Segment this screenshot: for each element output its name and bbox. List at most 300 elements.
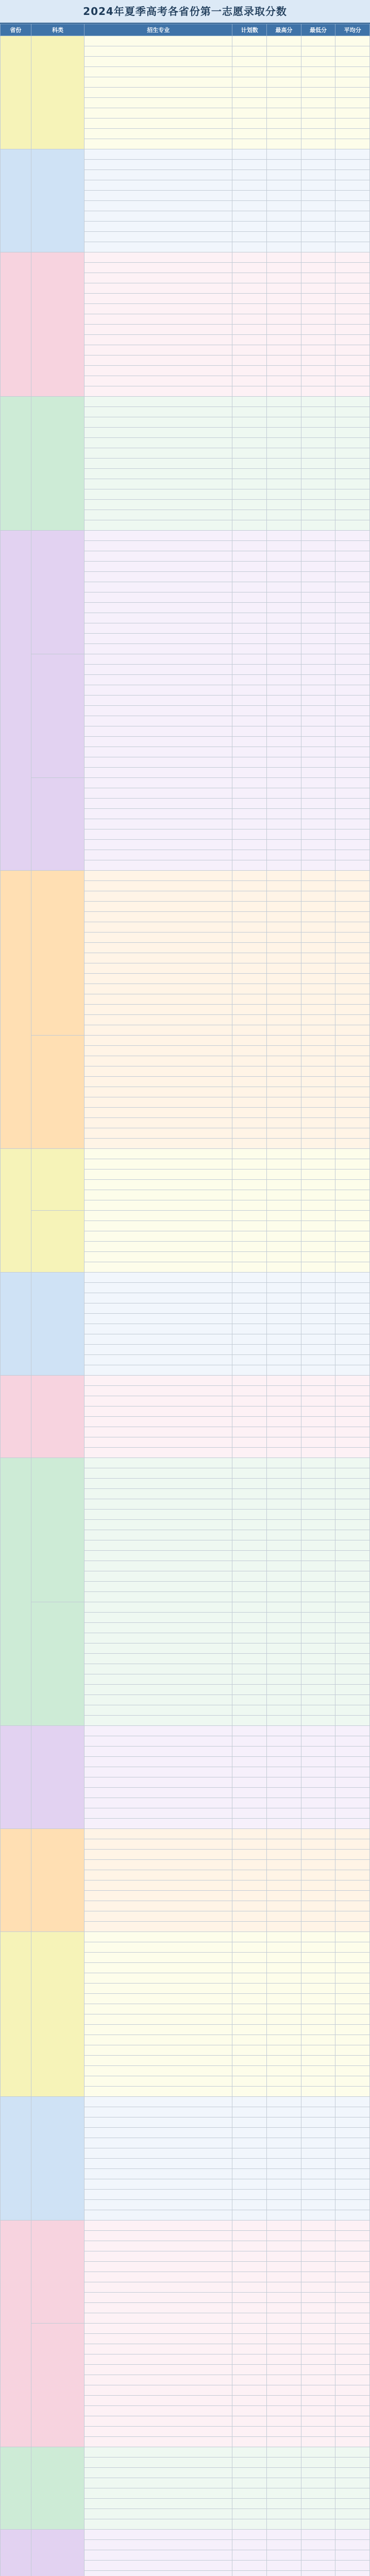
min-score-cell — [301, 2231, 335, 2241]
plan-cell — [232, 201, 267, 211]
avg-score-cell — [335, 397, 370, 407]
plan-cell — [232, 1808, 267, 1819]
avg-score-cell — [335, 1273, 370, 1283]
plan-cell — [232, 1767, 267, 1777]
plan-cell — [232, 1417, 267, 1427]
major-cell — [85, 665, 232, 675]
plan-cell — [232, 1149, 267, 1159]
max-score-cell — [267, 1808, 301, 1819]
plan-cell — [232, 799, 267, 809]
major-cell — [85, 1757, 232, 1767]
type-cell — [31, 2530, 84, 2576]
major-cell — [85, 613, 232, 623]
avg-score-cell — [335, 1303, 370, 1314]
min-score-cell — [301, 1066, 335, 1077]
min-score-cell — [301, 1654, 335, 1664]
avg-score-cell — [335, 2365, 370, 2375]
avg-score-cell — [335, 778, 370, 788]
min-score-cell — [301, 1963, 335, 1973]
province-cell — [1, 1273, 31, 1376]
avg-score-cell — [335, 438, 370, 448]
min-score-cell — [301, 974, 335, 984]
min-score-cell — [301, 2138, 335, 2148]
plan-cell — [232, 2293, 267, 2303]
max-score-cell — [267, 325, 301, 335]
avg-score-cell — [335, 1850, 370, 1860]
major-cell — [85, 1355, 232, 1365]
province-cell — [1, 2530, 31, 2576]
min-score-cell — [301, 160, 335, 170]
plan-cell — [232, 1891, 267, 1901]
plan-cell — [232, 2056, 267, 2066]
avg-score-cell — [335, 283, 370, 294]
avg-score-cell — [335, 2107, 370, 2117]
plan-cell — [232, 355, 267, 366]
avg-score-cell — [335, 2354, 370, 2365]
min-score-cell — [301, 2251, 335, 2262]
avg-score-cell — [335, 963, 370, 974]
avg-score-cell — [335, 809, 370, 819]
max-score-cell — [267, 850, 301, 860]
min-score-cell — [301, 881, 335, 891]
min-score-cell — [301, 180, 335, 191]
plan-cell — [232, 2035, 267, 2045]
major-cell — [85, 1705, 232, 1716]
max-score-cell — [267, 2519, 301, 2530]
major-cell — [85, 2334, 232, 2344]
min-score-cell — [301, 1036, 335, 1046]
avg-score-cell — [335, 1025, 370, 1036]
min-score-cell — [301, 1747, 335, 1757]
min-score-cell — [301, 2313, 335, 2324]
min-score-cell — [301, 953, 335, 963]
avg-score-cell — [335, 108, 370, 118]
major-cell — [85, 829, 232, 840]
plan-cell — [232, 623, 267, 634]
avg-score-cell — [335, 1066, 370, 1077]
min-score-cell — [301, 1922, 335, 1932]
min-score-cell — [301, 1345, 335, 1355]
major-cell — [85, 1066, 232, 1077]
major-cell — [85, 1427, 232, 1437]
plan-cell — [232, 1798, 267, 1808]
avg-score-cell — [335, 314, 370, 325]
plan-cell — [232, 1870, 267, 1880]
plan-cell — [232, 180, 267, 191]
major-cell — [85, 1077, 232, 1087]
min-score-cell — [301, 77, 335, 88]
max-score-cell — [267, 170, 301, 180]
major-cell — [85, 1870, 232, 1880]
max-score-cell — [267, 1747, 301, 1757]
plan-cell — [232, 1932, 267, 1942]
max-score-cell — [267, 1530, 301, 1540]
plan-cell — [232, 170, 267, 180]
max-score-cell — [267, 768, 301, 778]
max-score-cell — [267, 2488, 301, 2499]
major-cell — [85, 2509, 232, 2519]
major-cell — [85, 1437, 232, 1448]
max-score-cell — [267, 2282, 301, 2293]
major-cell — [85, 273, 232, 283]
avg-score-cell — [335, 726, 370, 737]
plan-cell — [232, 2468, 267, 2478]
major-cell — [85, 1726, 232, 1736]
avg-score-cell — [335, 2458, 370, 2468]
major-cell — [85, 737, 232, 747]
major-cell — [85, 2540, 232, 2550]
min-score-cell — [301, 1118, 335, 1128]
min-score-cell — [301, 222, 335, 232]
max-score-cell — [267, 2200, 301, 2210]
plan-cell — [232, 2406, 267, 2416]
plan-cell — [232, 706, 267, 716]
major-cell — [85, 1468, 232, 1479]
avg-score-cell — [335, 2241, 370, 2251]
max-score-cell — [267, 2478, 301, 2488]
major-cell — [85, 2447, 232, 2458]
max-score-cell — [267, 1901, 301, 1911]
max-score-cell — [267, 2303, 301, 2313]
plan-cell — [232, 1365, 267, 1376]
min-score-cell — [301, 2200, 335, 2210]
avg-score-cell — [335, 603, 370, 613]
avg-score-cell — [335, 139, 370, 149]
major-cell — [85, 2416, 232, 2427]
min-score-cell — [301, 2262, 335, 2272]
major-cell — [85, 1334, 232, 1345]
plan-cell — [232, 1386, 267, 1396]
max-score-cell — [267, 1231, 301, 1242]
province-cell — [1, 531, 31, 871]
plan-cell — [232, 1613, 267, 1623]
max-score-cell — [267, 778, 301, 788]
min-score-cell — [301, 1355, 335, 1365]
min-score-cell — [301, 46, 335, 57]
plan-cell — [232, 1551, 267, 1561]
plan-cell — [232, 912, 267, 922]
max-score-cell — [267, 2169, 301, 2179]
plan-cell — [232, 211, 267, 222]
plan-cell — [232, 1880, 267, 1891]
plan-cell — [232, 2334, 267, 2344]
max-score-cell — [267, 747, 301, 757]
min-score-cell — [301, 747, 335, 757]
avg-score-cell — [335, 1860, 370, 1870]
major-cell — [85, 139, 232, 149]
max-score-cell — [267, 2272, 301, 2282]
min-score-cell — [301, 1334, 335, 1345]
major-cell — [85, 1571, 232, 1582]
major-cell — [85, 788, 232, 799]
min-score-cell — [301, 57, 335, 67]
plan-cell — [232, 994, 267, 1005]
min-score-cell — [301, 665, 335, 675]
max-score-cell — [267, 222, 301, 232]
min-score-cell — [301, 1613, 335, 1623]
min-score-cell — [301, 2458, 335, 2468]
avg-score-cell — [335, 1149, 370, 1159]
plan-cell — [232, 2221, 267, 2231]
max-score-cell — [267, 283, 301, 294]
major-cell — [85, 88, 232, 98]
avg-score-cell — [335, 67, 370, 77]
avg-score-cell — [335, 582, 370, 592]
min-score-cell — [301, 531, 335, 541]
plan-cell — [232, 2251, 267, 2262]
plan-cell — [232, 2066, 267, 2076]
min-score-cell — [301, 1077, 335, 1087]
min-score-cell — [301, 520, 335, 531]
max-score-cell — [267, 1705, 301, 1716]
major-cell — [85, 2210, 232, 2221]
plan-cell — [232, 963, 267, 974]
major-cell — [85, 1551, 232, 1561]
major-cell — [85, 1685, 232, 1695]
min-score-cell — [301, 1582, 335, 1592]
major-cell — [85, 1819, 232, 1829]
max-score-cell — [267, 479, 301, 489]
plan-cell — [232, 1973, 267, 1984]
min-score-cell — [301, 1479, 335, 1489]
avg-score-cell — [335, 2210, 370, 2221]
avg-score-cell — [335, 1200, 370, 1211]
plan-cell — [232, 716, 267, 726]
major-cell — [85, 654, 232, 665]
avg-score-cell — [335, 1777, 370, 1788]
avg-score-cell — [335, 2396, 370, 2406]
max-score-cell — [267, 2354, 301, 2365]
plan-cell — [232, 2159, 267, 2169]
major-cell — [85, 1159, 232, 1170]
min-score-cell — [301, 562, 335, 572]
plan-cell — [232, 696, 267, 706]
avg-score-cell — [335, 1087, 370, 1097]
province-cell — [1, 1376, 31, 1458]
major-cell — [85, 2385, 232, 2396]
avg-score-cell — [335, 819, 370, 829]
min-score-cell — [301, 273, 335, 283]
major-cell — [85, 479, 232, 489]
major-cell — [85, 757, 232, 768]
plan-cell — [232, 2427, 267, 2437]
major-cell — [85, 2313, 232, 2324]
plan-cell — [232, 1015, 267, 1025]
province-cell — [1, 2447, 31, 2530]
province-cell — [1, 871, 31, 1149]
table-row — [1, 2530, 370, 2540]
max-score-cell — [267, 459, 301, 469]
max-score-cell — [267, 1149, 301, 1159]
type-cell — [31, 1376, 84, 1458]
avg-score-cell — [335, 1973, 370, 1984]
min-score-cell — [301, 1262, 335, 1273]
max-score-cell — [267, 562, 301, 572]
major-cell — [85, 2324, 232, 2334]
major-cell — [85, 2045, 232, 2056]
plan-cell — [232, 675, 267, 685]
min-score-cell — [301, 1108, 335, 1118]
max-score-cell — [267, 469, 301, 479]
major-cell — [85, 531, 232, 541]
max-score-cell — [267, 1602, 301, 1613]
avg-score-cell — [335, 1036, 370, 1046]
max-score-cell — [267, 88, 301, 98]
min-score-cell — [301, 510, 335, 520]
max-score-cell — [267, 366, 301, 376]
avg-score-cell — [335, 1437, 370, 1448]
major-cell — [85, 726, 232, 737]
plan-cell — [232, 2014, 267, 2025]
plan-cell — [232, 871, 267, 881]
avg-score-cell — [335, 2117, 370, 2128]
avg-score-cell — [335, 1046, 370, 1056]
avg-score-cell — [335, 1293, 370, 1303]
major-cell — [85, 201, 232, 211]
avg-score-cell — [335, 1468, 370, 1479]
plan-cell — [232, 2437, 267, 2447]
min-score-cell — [301, 1510, 335, 1520]
max-score-cell — [267, 582, 301, 592]
avg-score-cell — [335, 1736, 370, 1747]
type-cell — [31, 1726, 84, 1829]
major-cell — [85, 77, 232, 88]
avg-score-cell — [335, 562, 370, 572]
min-score-cell — [301, 1726, 335, 1736]
avg-score-cell — [335, 2014, 370, 2025]
avg-score-cell — [335, 366, 370, 376]
avg-score-cell — [335, 1984, 370, 1994]
major-cell — [85, 1149, 232, 1159]
avg-score-cell — [335, 912, 370, 922]
max-score-cell — [267, 1674, 301, 1685]
max-score-cell — [267, 2025, 301, 2035]
major-cell — [85, 1540, 232, 1551]
min-score-cell — [301, 108, 335, 118]
min-score-cell — [301, 1128, 335, 1139]
max-score-cell — [267, 644, 301, 654]
avg-score-cell — [335, 1880, 370, 1891]
major-cell — [85, 2179, 232, 2190]
major-cell — [85, 2396, 232, 2406]
min-score-cell — [301, 994, 335, 1005]
plan-cell — [232, 922, 267, 933]
plan-cell — [232, 2365, 267, 2375]
min-score-cell — [301, 1685, 335, 1695]
major-cell — [85, 57, 232, 67]
plan-cell — [232, 2169, 267, 2179]
max-score-cell — [267, 2159, 301, 2169]
major-cell — [85, 819, 232, 829]
major-cell — [85, 1406, 232, 1417]
plan-cell — [232, 1448, 267, 1458]
plan-cell — [232, 428, 267, 438]
min-score-cell — [301, 2427, 335, 2437]
max-score-cell — [267, 675, 301, 685]
min-score-cell — [301, 459, 335, 469]
max-score-cell — [267, 2293, 301, 2303]
major-cell — [85, 1046, 232, 1056]
avg-score-cell — [335, 1963, 370, 1973]
avg-score-cell — [335, 1489, 370, 1499]
plan-cell — [232, 665, 267, 675]
avg-score-cell — [335, 2550, 370, 2561]
major-cell — [85, 2200, 232, 2210]
plan-cell — [232, 788, 267, 799]
min-score-cell — [301, 1025, 335, 1036]
avg-score-cell — [335, 922, 370, 933]
min-score-cell — [301, 1973, 335, 1984]
major-cell — [85, 191, 232, 201]
avg-score-cell — [335, 984, 370, 994]
plan-cell — [232, 1334, 267, 1345]
type-cell — [31, 1829, 84, 1932]
avg-score-cell — [335, 2159, 370, 2169]
major-cell — [85, 1592, 232, 1602]
avg-score-cell — [335, 500, 370, 510]
major-cell — [85, 2014, 232, 2025]
avg-score-cell — [335, 2004, 370, 2014]
max-score-cell — [267, 634, 301, 644]
major-cell — [85, 1922, 232, 1932]
plan-cell — [232, 2231, 267, 2241]
major-cell — [85, 489, 232, 500]
max-score-cell — [267, 819, 301, 829]
max-score-cell — [267, 211, 301, 222]
plan-cell — [232, 1592, 267, 1602]
major-cell — [85, 562, 232, 572]
max-score-cell — [267, 1345, 301, 1355]
min-score-cell — [301, 1273, 335, 1283]
max-score-cell — [267, 1406, 301, 1417]
plan-cell — [232, 1994, 267, 2004]
min-score-cell — [301, 469, 335, 479]
plan-cell — [232, 1520, 267, 1530]
max-score-cell — [267, 252, 301, 263]
min-score-cell — [301, 1757, 335, 1767]
min-score-cell — [301, 355, 335, 366]
major-cell — [85, 943, 232, 953]
avg-score-cell — [335, 1664, 370, 1674]
major-cell — [85, 366, 232, 376]
avg-score-cell — [335, 2571, 370, 2576]
table-row — [1, 1458, 370, 1468]
avg-score-cell — [335, 1540, 370, 1551]
max-score-cell — [267, 1448, 301, 1458]
max-score-cell — [267, 1839, 301, 1850]
avg-score-cell — [335, 665, 370, 675]
plan-cell — [232, 160, 267, 170]
major-cell — [85, 2138, 232, 2148]
avg-score-cell — [335, 180, 370, 191]
major-cell — [85, 1365, 232, 1376]
min-score-cell — [301, 1911, 335, 1922]
major-cell — [85, 2406, 232, 2416]
plan-cell — [232, 1623, 267, 1633]
avg-score-cell — [335, 232, 370, 242]
major-cell — [85, 1860, 232, 1870]
max-score-cell — [267, 273, 301, 283]
major-cell — [85, 500, 232, 510]
plan-cell — [232, 1427, 267, 1437]
plan-cell — [232, 2262, 267, 2272]
major-cell — [85, 1128, 232, 1139]
plan-cell — [232, 1468, 267, 1479]
plan-cell — [232, 1726, 267, 1736]
min-score-cell — [301, 314, 335, 325]
avg-score-cell — [335, 1716, 370, 1726]
avg-score-cell — [335, 891, 370, 902]
